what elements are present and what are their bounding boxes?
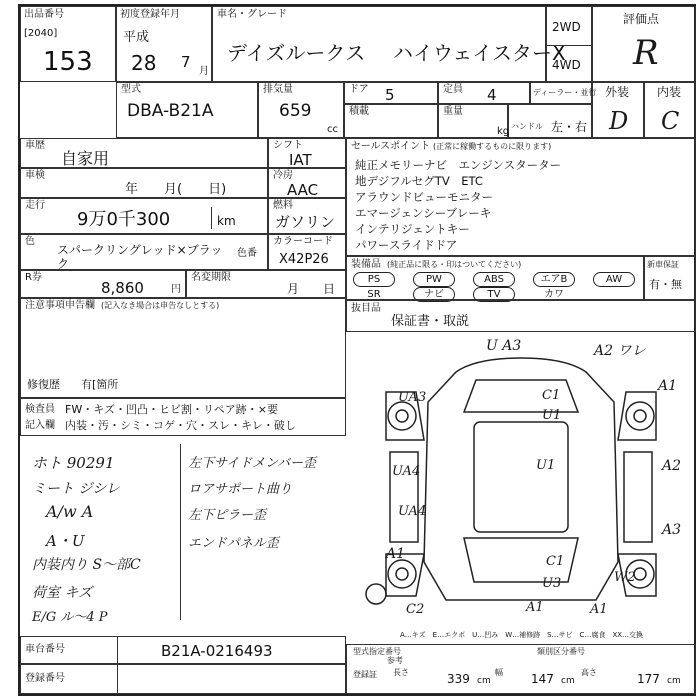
equip-sr: SR [367, 289, 381, 300]
sales-points-cell [346, 138, 696, 256]
drive-cell [546, 6, 592, 82]
lot-number: 153 [43, 47, 93, 77]
chassis-cell [20, 636, 346, 664]
sales-point-item: 純正メモリーナビ エンジンスターター [355, 158, 562, 172]
mileage-value: 9万0千300 [77, 209, 171, 230]
interior-cell [644, 82, 696, 138]
equip-abs: ABS [473, 272, 515, 287]
registration-cell [20, 664, 346, 694]
cert-cell [346, 644, 696, 694]
damage-mark: C2 [406, 602, 425, 617]
reg-year: 28 [131, 51, 157, 75]
legend [346, 630, 696, 644]
inspector-row2: 内装・汚・シミ・コゲ・穴・スレ・キレ・破し [65, 419, 296, 432]
car-name: デイズルークス [227, 41, 366, 65]
sales-points-note: (正常に稼働するものに限ります) [433, 142, 552, 151]
type-cell [116, 82, 258, 138]
transfer-value: 月 日 [287, 282, 336, 296]
note-right: 左下サイドメンバー歪 [188, 456, 317, 471]
capacity-cell [438, 82, 530, 104]
sales-points-label: セールスポイント [351, 141, 431, 152]
ac-value: AAC [287, 181, 319, 199]
registration-label: 登録番号 [25, 673, 65, 684]
type-label: 型式 [121, 84, 141, 95]
ac-label: 冷房 [273, 170, 293, 181]
note-left: A/w A [46, 502, 94, 521]
damage-mark: UA3 [398, 390, 427, 405]
ac-cell [268, 168, 346, 198]
colorcode-cell [268, 234, 346, 270]
fuel-value: ガソリン [275, 213, 336, 231]
repair-value: 有[箇所 [81, 378, 119, 391]
weight-cell [438, 104, 508, 138]
kg-unit: kg [497, 126, 510, 137]
repair-label: 修復歴 [27, 378, 60, 391]
dealer-label: ディーラー・並行 [533, 88, 597, 97]
color-value: スパークリングレッド×ブラック [57, 243, 223, 271]
car-outline-graphic [346, 332, 696, 630]
shift-label: シフト [273, 140, 303, 151]
cert-ref: 参考 [387, 656, 403, 665]
documents-value: 保証書・取説 [391, 314, 470, 329]
transfer-label: 名変期限 [191, 272, 231, 283]
lot-cell [20, 6, 116, 82]
first-reg-cell [116, 6, 212, 82]
handle-cell [508, 104, 592, 138]
notes-area [20, 436, 346, 626]
score-value: R [633, 33, 659, 73]
equipment-label: 装備品 [351, 259, 381, 270]
width-label: 幅 [495, 668, 503, 677]
dealer-cell [530, 82, 597, 104]
damage-mark: A2 [662, 458, 682, 474]
capacity-label: 定員 [443, 84, 463, 95]
model-label: 車名・グレード [217, 9, 287, 20]
inspection-label: 車検 [25, 170, 45, 181]
handle-value: 左・右 [551, 120, 588, 134]
score-label: 評価点 [623, 12, 660, 26]
interior-label: 内装 [657, 85, 682, 99]
type-value: DBA-B21A [127, 101, 214, 121]
note-left: E/G ル～4 P [32, 610, 108, 625]
score-cell [592, 6, 696, 82]
height-label: 高さ [581, 668, 597, 677]
usage-value: 自家用 [61, 149, 110, 168]
damage-mark: A1 [526, 600, 544, 615]
model-cell [212, 6, 566, 82]
damage-mark: U1 [542, 408, 562, 423]
doors-value: 5 [385, 86, 395, 104]
displacement-label: 排気量 [263, 84, 293, 95]
usage-cell [20, 138, 268, 168]
inspector-cell [20, 398, 346, 436]
damage-mark: UA4 [392, 464, 421, 479]
legend-text: A…キズ E…エクボ U…凹み W…補修跡 S…サビ C…腐食 XX…交換 [400, 631, 644, 639]
inspector-row1: FW・キズ・凹凸・ヒビ割・リペア跡・×要 [65, 403, 278, 416]
capacity-value: 4 [487, 86, 497, 104]
first-reg-label: 初度登録年月 [120, 9, 180, 20]
color-code-value: X42P26 [279, 252, 329, 267]
damage-mark: U3 [542, 576, 562, 591]
classify-label: 類別区分番号 [537, 647, 585, 656]
height-unit: cm [667, 676, 681, 686]
lot-label: 出品番号 [24, 9, 64, 20]
length-unit: cm [477, 676, 491, 686]
damage-mark: C1 [546, 554, 565, 569]
length-label: 長さ [393, 668, 409, 677]
sales-point-item: アラウンドビューモニター [355, 190, 493, 204]
damage-mark: U1 [536, 458, 556, 473]
drive-4wd: 4WD [552, 58, 581, 72]
era: 平成 [123, 30, 150, 45]
documents-cell [346, 300, 696, 332]
sales-point-item: エマージェンシーブレーキ [355, 206, 492, 220]
notice-cell [20, 298, 346, 398]
sales-point-item: パワースライドドア [355, 238, 458, 252]
equip-aw: AW [593, 272, 635, 287]
damage-mark: U A3 [486, 338, 522, 354]
width-value: 147 [531, 672, 554, 686]
recycle-value: 8,860 [101, 279, 144, 297]
lot-code: [2040] [24, 28, 58, 39]
note-left: ホト 90291 [32, 454, 115, 472]
sales-point-item: インテリジェントキー [355, 222, 470, 236]
chassis-label: 車台番号 [25, 644, 65, 655]
note-left: 内装内り S～部C [32, 557, 141, 573]
equip-pw: PW [413, 272, 455, 287]
color-code-label: 色番 [237, 248, 257, 259]
notice-label: 注意事項申告欄 [25, 300, 95, 311]
length-value: 339 [447, 672, 470, 686]
height-value: 177 [637, 672, 660, 686]
documents-label: 抜目品 [351, 303, 381, 314]
note-left: 荷室 キズ [32, 585, 93, 601]
exterior-label: 外装 [605, 85, 630, 99]
displacement-value: 659 [279, 101, 312, 121]
cert-label: 登録証 [353, 670, 377, 679]
new-car-cell [644, 256, 696, 300]
load-label: 積載 [349, 106, 369, 117]
damage-mark: A1 [386, 546, 406, 562]
sales-points-list [355, 157, 561, 253]
damage-mark: A1 [658, 378, 678, 394]
equip-tv: TV [473, 287, 515, 302]
inspection-cell [20, 168, 268, 198]
note-right: ロアサポート曲り [188, 482, 293, 497]
interior-score: C [661, 107, 680, 135]
inspection-value: 年 月( 日) [125, 182, 227, 197]
equip-airbag: エアB [533, 272, 575, 287]
grade: ハイウェイスターX [393, 41, 566, 65]
equip-navi: ナビ [413, 287, 455, 302]
reg-month: 7 [181, 53, 191, 71]
equipment-note: (純正品に限る・印はついてください) [387, 260, 522, 269]
exterior-cell [592, 82, 644, 138]
mileage-cell [20, 198, 268, 234]
damage-mark: A3 [662, 522, 682, 538]
month-unit: 月 [199, 66, 209, 77]
drive-2wd: 2WD [552, 20, 581, 34]
damage-mark: A1 [590, 602, 608, 617]
cc-unit: cc [327, 124, 338, 135]
fuel-cell [268, 198, 346, 234]
handle-label: ハンドル [511, 122, 543, 131]
damage-mark: W2 [614, 570, 636, 585]
km-unit: km [217, 214, 236, 228]
new-car-label: 新車保証 [647, 260, 679, 269]
note-right: 左下ピラー歪 [188, 508, 267, 523]
equip-leather: カワ [544, 289, 564, 300]
note-right: エンドパネル歪 [188, 536, 279, 551]
notice-note: (記入なき場合は申告なしとする) [101, 301, 220, 310]
mileage-label: 走行 [25, 200, 45, 211]
damage-mark: C1 [542, 388, 561, 403]
new-car-value: 有・無 [649, 278, 682, 291]
weight-label: 重量 [443, 106, 463, 117]
shift-cell [268, 138, 346, 168]
fuel-label: 燃料 [273, 200, 293, 211]
sales-point-item: 地デジフルセグTV ETC [355, 174, 483, 188]
doors-cell [344, 82, 438, 104]
cert-type-label: 型式指定番号 [353, 647, 401, 656]
car-diagram [346, 332, 696, 630]
damage-mark: A2 ワレ [594, 343, 646, 359]
transfer-cell [186, 270, 346, 298]
usage-label: 車歴 [25, 140, 45, 151]
note-left: A・U [46, 532, 85, 550]
width-unit: cm [561, 676, 575, 686]
chassis-value: B21A-0216493 [161, 642, 273, 660]
yen-unit: 円 [171, 284, 181, 295]
colorcode-label: カラーコード [273, 236, 333, 247]
load-cell [344, 104, 438, 138]
note-left: ミート ジシレ [32, 481, 120, 497]
recycle-label: R券 [25, 272, 42, 283]
color-cell [20, 234, 268, 270]
equip-ps: PS [353, 272, 395, 287]
exterior-score: D [609, 107, 629, 135]
damage-mark: UA4 [398, 504, 427, 519]
color-label: 色 [25, 236, 35, 247]
shift-value: IAT [289, 151, 312, 169]
recycle-cell [20, 270, 186, 298]
entry-label: 記入欄 [25, 420, 55, 431]
equipment-cell [346, 256, 644, 300]
inspector-label: 検査員 [25, 404, 55, 415]
doors-label: ドア [349, 84, 369, 95]
auction-sheet [18, 4, 696, 696]
displacement-cell [258, 82, 344, 138]
